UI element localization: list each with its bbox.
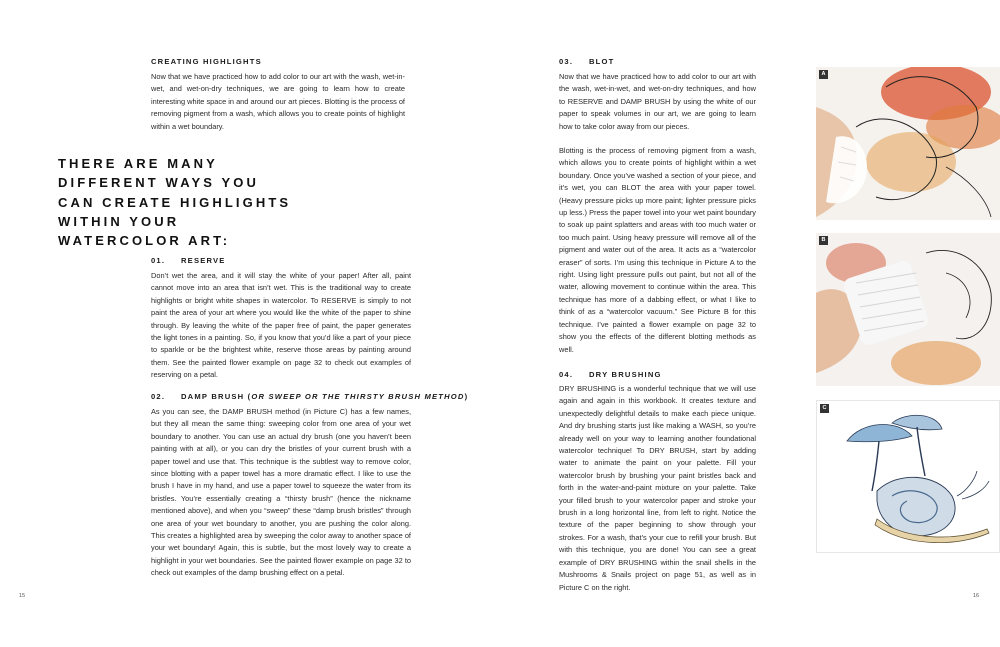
blot-paragraph-2: Blotting is the process of removing pigment from a wash, which allows you to create points of highlight within a wet boundary. Once you’ve washed a section of your piece, and it’s wet, you can BLOT the area with your paper towel. (Heavy pressure picks up more paint; lighter pressure picks up less.) Press the paper towel into your wet paint boundary to soak up paint splatters and areas with too much water or too much paint. Using heavy pressure will remove all of the pigment and water out of the area. It acts as a “watercolor eraser” of sorts. I’m using this technique in Picture A to the right. Using light pressure pulls out paint, but not all of the water, allowing movement to continue within the area. This technique has more of a dabbing effect, or what I like to think of as a “watercolor vacuum.” See Picture B for this technique. I’ve painted a flower example on page 32 to show you the effects of the different blotting methods as well.	[559, 146, 756, 354]
dry-brushing-heading	[559, 370, 662, 379]
right-page	[500, 0, 1000, 647]
dry-brushing-number: 04.	[559, 370, 574, 379]
photo-b-label: B	[819, 236, 828, 245]
photo-c-illustration	[817, 401, 1000, 553]
reserve-title: RESERVE	[181, 256, 226, 265]
damp-brush-title: DAMP BRUSH (	[181, 392, 252, 401]
photo-c-dry-brushing	[816, 400, 1000, 553]
photo-b-illustration	[816, 233, 1000, 386]
dry-brushing-title: DRY BRUSHING	[589, 370, 662, 379]
page-number-left: 15	[19, 593, 26, 599]
blot-title: BLOT	[589, 57, 615, 66]
photo-a-label: A	[819, 70, 828, 79]
damp-brush-paragraph: As you can see, the DAMP BRUSH method (in Picture C) has a few names, but they all mean the same thing: sweeping color from one area of your wet boundary to another. You can use an actual dry brush (one you haven’t been painting with at all), or you can dry the bristles of your current brush with a paper towel and use that. This technique is the subtlest way to remove color, since blotting with a paper towel has a more dramatic effect. I like to use the brush I have in my hand, and use a paper towel to squeeze the water from its bristles. You’re essentially creating a “thirsty brush” (hence the nickname mentioned above), and when you “sweep” these “damp brush bristles” through one area of your wet boundary to another, you are pushing the color along. This creates a highlighted area by sweeping the color away to another space of your wet boundary! Again, this is subtle, but the most lovely way to create a highlight in your wet boundaries. See the painted flower example on page 32 to check out examples of the damp brushing effect on a petal.	[151, 407, 411, 578]
dry-brushing-paragraph: DRY BRUSHING is a wonderful technique that we will use again and again in this workbook. It creates texture and unexpectedly delightful details to make each piece unique. And dry brushing starts just like making a WASH, so you’re already well on your way to learning another foundational watercolor technique! To DRY BRUSH, start by adding water to animate the paint on your palette. Fill your watercolor brush by brushing your paint bristles back and forth in the water-and-paint mixture on your palette. Take your filled brush to your watercolor paper and stroke your brush in a long horizontal line, from left to right. Notice the texture of the paper beginning to show through your strokes. For a wash, that’s your cue to refill your brush. But with this technique, you are done! You can see a great example of DRY BRUSHING within the snail shells in the Mushrooms & Snails project on page 51, as well as in Picture C on the right.	[559, 384, 756, 592]
damp-brush-number: 02.	[151, 392, 166, 401]
blot-number: 03.	[559, 57, 574, 66]
page-number-right: 16	[973, 593, 980, 599]
intro-paragraph: Now that we have practiced how to add color to our art with the wash, wet-in-wet, and wet-on-dry techniques, we are going to learn how to create interesting white space in and around our art pieces. Blotting is the process of removing pigment from a wash, which allows you to create points of highlight within a wet boundary.	[151, 72, 405, 131]
damp-brush-title-italic: OR SWEEP OR THE THIRSTY BRUSH METHOD	[251, 392, 465, 401]
pull-quote: THERE ARE MANY DIFFERENT WAYS YOU CAN CREATE HIGHLIGHTS WITHIN YOUR WATERCOLOR ART:	[58, 156, 292, 249]
photo-b-blotting	[816, 233, 1000, 386]
photo-a-blotting	[816, 67, 1000, 220]
blot-paragraph-1: Now that we have practiced how to add color to our art with the wash, wet-in-wet, and wet-on-dry techniques, and how to RESERVE and DAMP BRUSH by using the white of our paper to speak volumes in our art, we are going to learn how to take color away from our pieces.	[559, 72, 756, 131]
photo-c-label: C	[820, 404, 829, 413]
creating-highlights-heading: CREATING HIGHLIGHTS	[151, 57, 262, 66]
reserve-heading	[151, 256, 226, 265]
reserve-paragraph: Don’t wet the area, and it will stay the white of your paper! After all, paint cannot move into an area that isn’t wet. This is the traditional way to create highlights or bright white shapes in watercolor. To RESERVE is simply to not paint the area of your art where you would like the white of the paper to shine through. By leaving the white of the paper free of paint, the paper generates the light tones in a painting. So, if you know that you’d like a part of your piece to sparkle or be the brightest white, reserve those areas by painting around them. See the painted flower example on page 32 to check out examples of reserving on a petal.	[151, 271, 411, 380]
reserve-number: 01.	[151, 256, 166, 265]
damp-brush-title-close: )	[464, 392, 469, 401]
damp-brush-heading	[151, 392, 468, 401]
photo-a-illustration	[816, 67, 1000, 220]
blot-heading	[559, 57, 614, 66]
